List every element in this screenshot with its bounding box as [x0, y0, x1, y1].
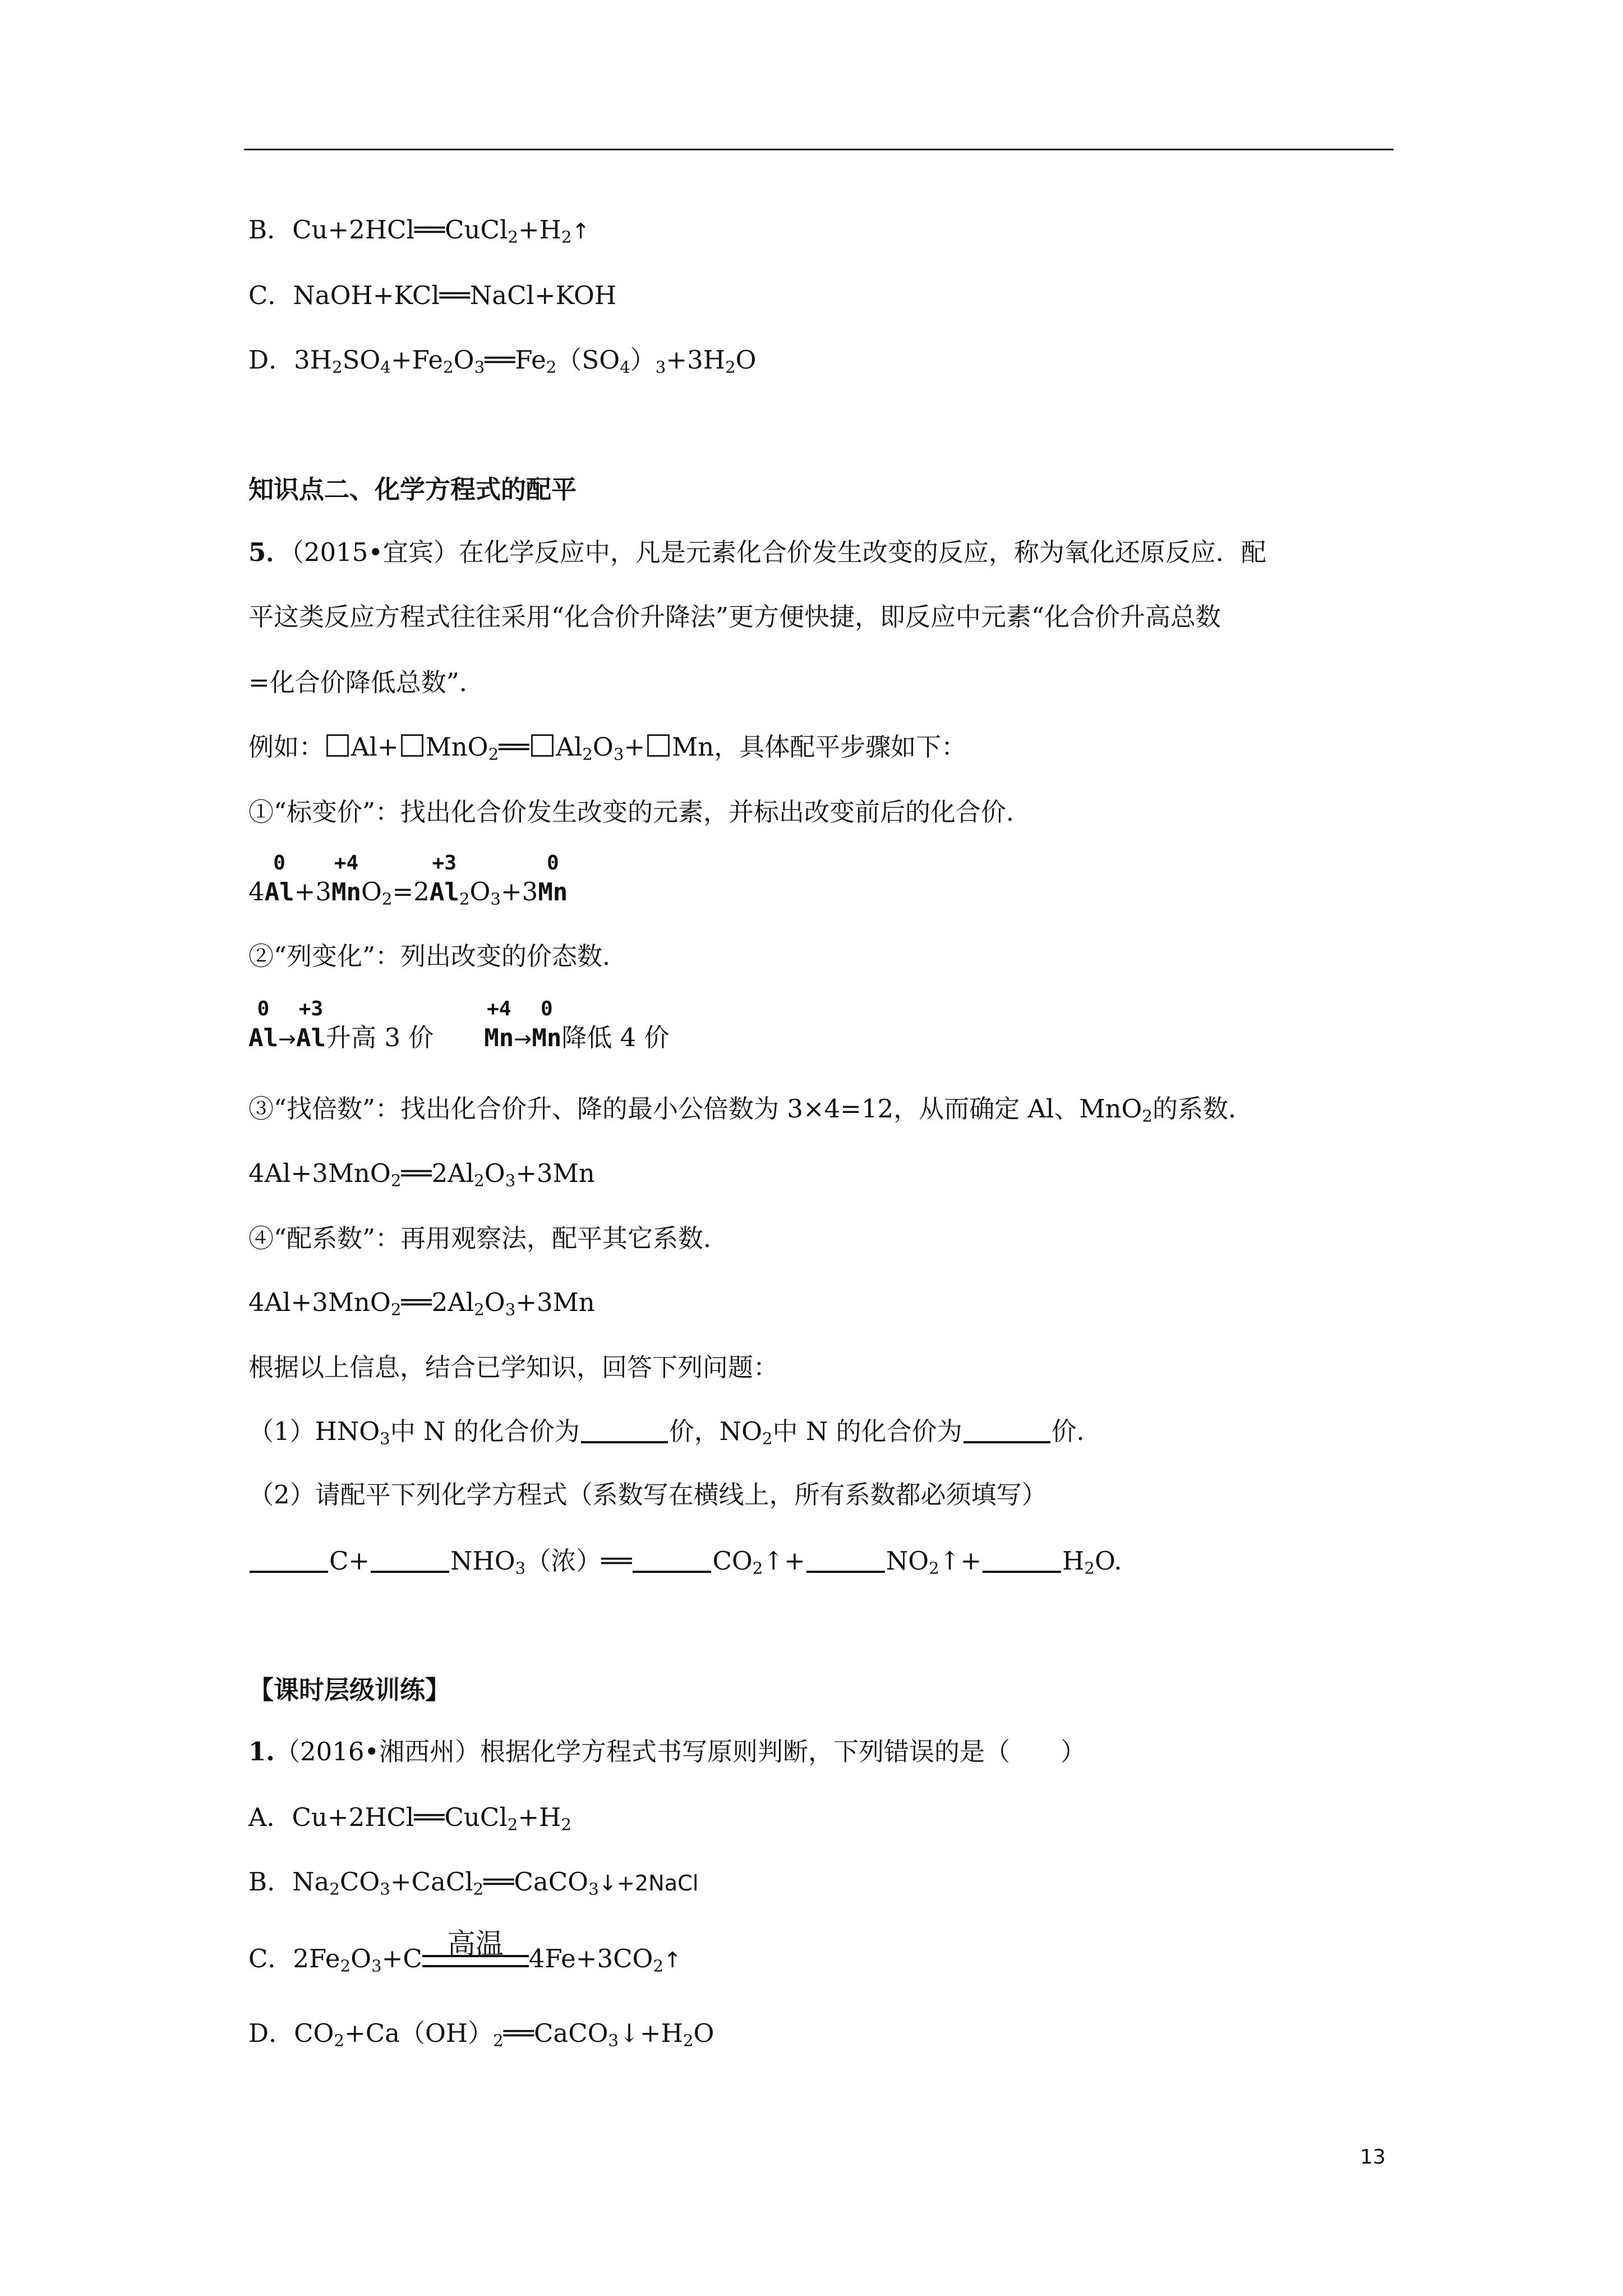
example-equation: 例如： Al+ MnO$_2$══ $Al_2O_3+ Mn$，具体配平步骤如下：: [248, 732, 967, 764]
section-title-balancing: 知识点二、化学方程式的配平: [248, 475, 577, 504]
balanced-equation-1: $4Al+3MnO_2══2Al_2O_3+3Mn$: [248, 1158, 595, 1190]
reaction-condition: 高温: [422, 1966, 529, 1967]
valence-change: 0 Al→ +3 Al升高 3 价 +4 Mn→ 0 Mn降低 4 价: [248, 997, 670, 1052]
answer-blank[interactable]: [371, 1548, 449, 1573]
option-c-prev: C．NaOH+KCl══NaCl+KOH: [248, 280, 617, 310]
step-3: ③“找倍数”：找出化合价升、降的最小公倍数为 3×4=12，从而确定 Al、MnO$_2$的系数．: [248, 1094, 1254, 1126]
coefficient-box: [647, 734, 670, 757]
question-1: 1.（2016•湘西州）根据化学方程式书写原则判断，下列错误的是（ ）: [248, 1737, 1086, 1766]
step-2: ②“列变化”：列出改变的价态数．: [248, 941, 628, 971]
question-intro: 根据以上信息，结合已学知识，回答下列问题：: [248, 1352, 779, 1382]
page-number: 13: [1360, 2146, 1386, 2169]
balanced-equation-2: $4Al+3MnO_2══2Al_2O_3+3Mn$: [248, 1287, 595, 1319]
option-b-prev: B．$Cu+2HCl══CuCl_2+H_2↑$: [248, 215, 590, 247]
option-c: C．$2Fe_2O_3+C$ 高温 $4Fe+3CO_2↑$: [248, 1927, 682, 1976]
fill-equation: $C+ NHO_3$（浓）══ $CO_2↑+$ $NO_2↑+ H_2O$.: [248, 1544, 1122, 1578]
option-a: A．$Cu+2HCl══CuCl_2+H_2$: [248, 1802, 571, 1834]
step-1: ①“标变价”：找出化合价发生改变的元素，并标出改变前后的化合价．: [248, 797, 1032, 827]
coefficient-box: [401, 734, 423, 757]
coefficient-box: [326, 734, 349, 757]
sub-question-2: （2）请配平下列化学方程式（系数写在横线上，所有系数都必须填写）: [248, 1480, 1047, 1510]
option-d: D．$CO_2+Ca(OH)_2══CaCO_3↓+H_2O$: [248, 2018, 714, 2050]
answer-blank[interactable]: [983, 1548, 1061, 1573]
header-rule: [244, 149, 1394, 150]
coefficient-box: [531, 734, 554, 757]
answer-blank[interactable]: [633, 1548, 711, 1573]
question-5-line2: 平这类反应方程式往往采用“化合价升降法”更方便快捷，即反应中元素“化合价升高总数: [248, 602, 1221, 632]
answer-blank[interactable]: [806, 1548, 885, 1573]
sub-question-1: $(1)HNO_3$中 N 的化合价为 价，$NO_2$中 N 的化合价为 价．: [248, 1416, 1102, 1448]
valence-equation: 4 0 Al+3 +4 MnO$_2$=2 +3 $Al_2O_3+3$ 0 Mn: [248, 852, 568, 909]
question-5-line3: =化合价降低总数”．: [248, 668, 485, 697]
option-d-prev: D．$3H_2SO_4+Fe_2O_3══Fe_2(SO_4)_3+3H_2O$: [248, 345, 757, 377]
question-5-line1: 5．（2015•宜宾）在化学反应中，凡是元素化合价发生改变的反应，称为氧化还原反应．配: [248, 537, 1266, 567]
answer-blank[interactable]: [250, 1548, 328, 1573]
answer-blank[interactable]: [963, 1419, 1050, 1443]
option-b: B．$Na_2CO_3+CaCl_2══CaCO_3↓+2NaCl$: [248, 1867, 699, 1899]
section-title-training: 【课时层级训练】: [248, 1675, 451, 1705]
step-4: ④“配系数”：再用观察法，配平其它系数．: [248, 1223, 729, 1253]
answer-blank[interactable]: [581, 1419, 668, 1443]
